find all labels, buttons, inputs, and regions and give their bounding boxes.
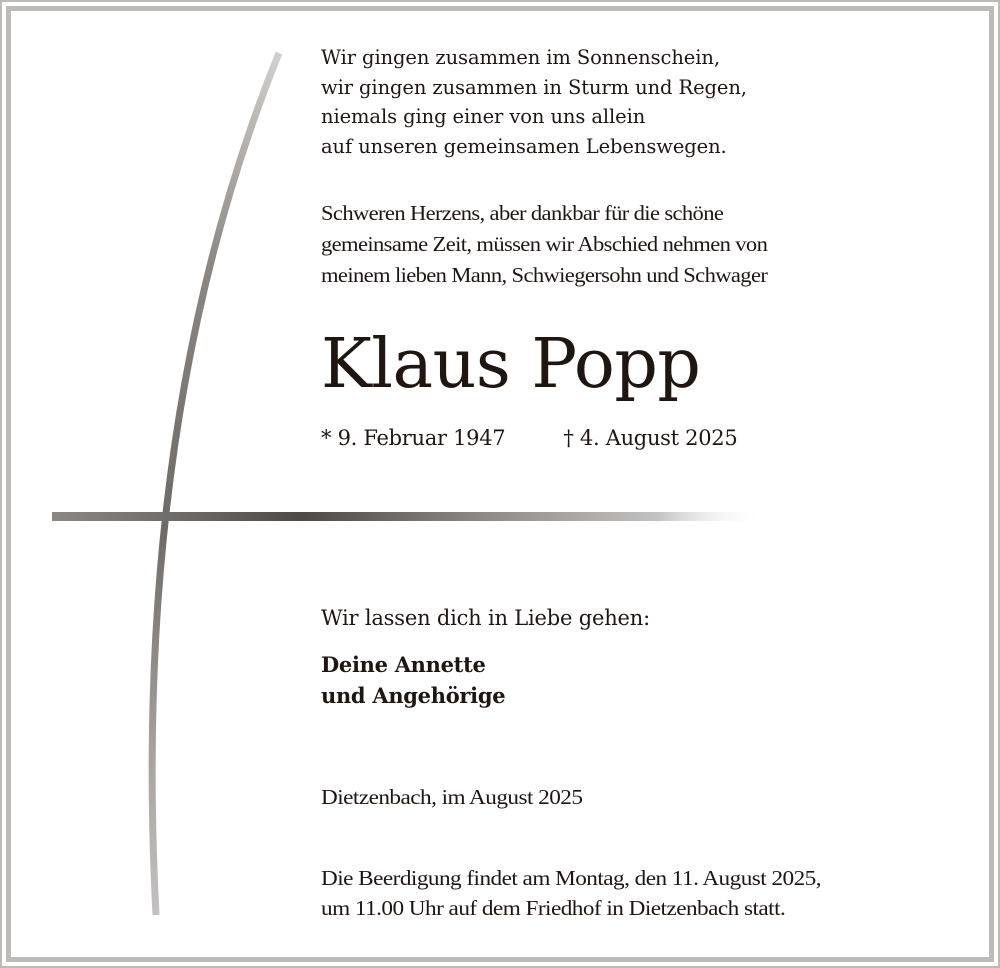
poem-line: wir gingen zusammen in Sturm und Regen, xyxy=(321,75,747,99)
place-date: Dietzenbach, im August 2025 xyxy=(321,785,583,809)
intro-line: gemeinsame Zeit, müssen wir Abschied nehmen von xyxy=(321,232,768,256)
farewell-text: Wir lassen dich in Liebe gehen: xyxy=(321,606,650,630)
life-dates xyxy=(321,424,737,452)
funeral-info xyxy=(321,863,821,923)
birth-date: * 9. Februar 1947 xyxy=(321,426,506,450)
poem xyxy=(321,43,747,161)
signers xyxy=(321,649,505,711)
intro-line: Schweren Herzens, aber dankbar für die schöne xyxy=(321,201,724,225)
death-date: † 4. August 2025 xyxy=(563,426,738,450)
signer-line: Deine Annette xyxy=(321,652,486,677)
cross-horizontal-stroke xyxy=(52,512,764,521)
funeral-line: um 11.00 Uhr auf dem Friedhof in Dietzenbach statt. xyxy=(321,896,786,920)
deceased-name: Klaus Popp xyxy=(321,325,701,404)
poem-line: Wir gingen zusammen im Sonnenschein, xyxy=(321,46,720,69)
intro-line: meinem lieben Mann, Schwiegersohn und Schwager xyxy=(321,263,768,287)
poem-line: auf unseren gemeinsamen Lebenswegen. xyxy=(321,134,727,158)
poem-line: niemals ging einer von uns allein xyxy=(321,105,646,128)
cross-vertical-stroke xyxy=(152,53,279,915)
signer-line: und Angehörige xyxy=(321,683,506,708)
funeral-line: Die Beerdigung findet am Montag, den 11. August 2025, xyxy=(321,866,821,890)
intro-text xyxy=(321,198,767,291)
